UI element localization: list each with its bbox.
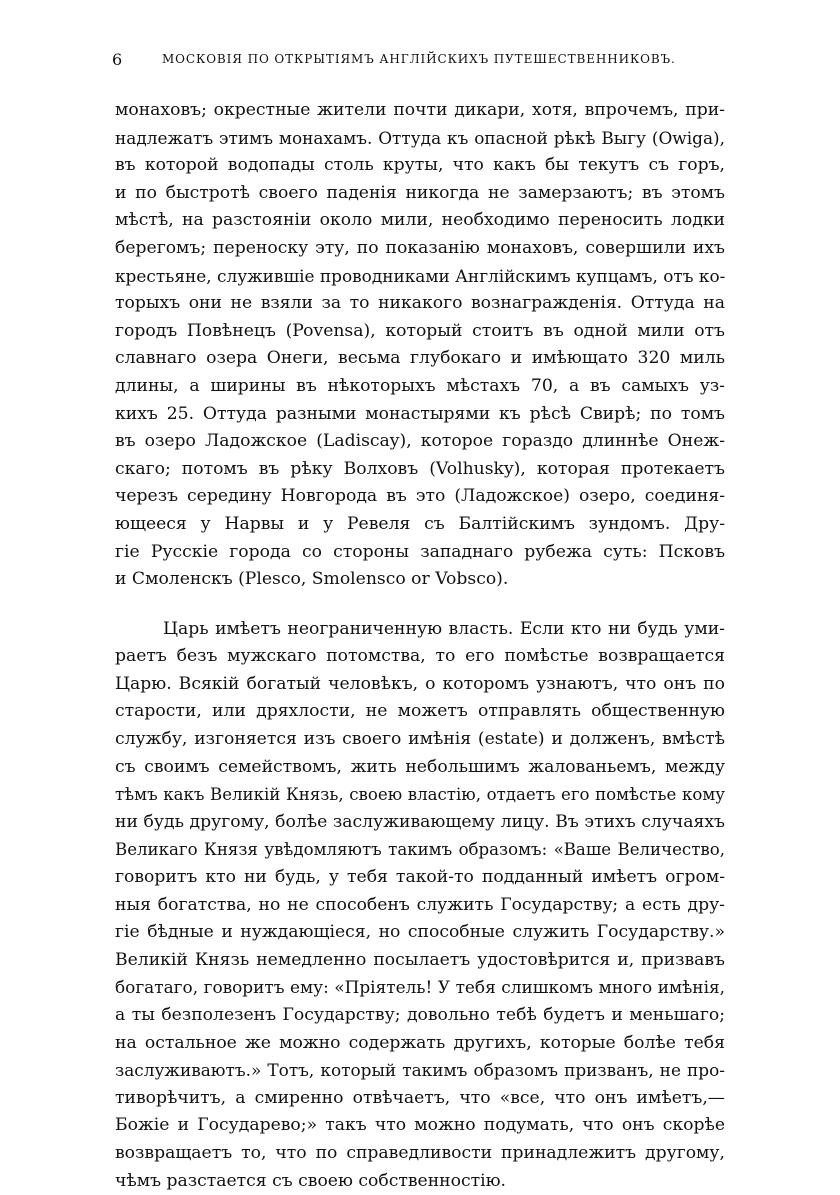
text-line: крестьяне, служившіе проводниками Англійскимъ купцамъ, отъ ко- xyxy=(115,265,726,286)
text-line: Божіе и Государево;» такъ что можно подумать, что онъ скорѣе xyxy=(115,1115,725,1136)
text-line: длины, а ширины въ нѣкоторыхъ мѣстахъ 70, а въ самыхъ уз- xyxy=(115,375,725,396)
text-line: монаховъ; окрестные жители почти дикари, хотя, впрочемъ, при- xyxy=(115,100,725,120)
text-line: съ своимъ семействомъ, жить небольшимъ жалованьемъ, между xyxy=(115,756,725,777)
page-number: 6 xyxy=(112,50,123,69)
text-line: кихъ 25. Оттуда разными монастырями къ рѣсѣ Свирѣ; по томъ xyxy=(115,403,725,424)
text-line: Великаго Князя увѣдомляютъ такимъ образомъ: «Ваше Величество, xyxy=(115,840,725,860)
text-line: мѣстѣ, на разстояніи около мили, необходимо переносить лодки xyxy=(115,210,725,231)
text-line: раетъ безъ мужскаго потомства, то его помѣстье возвращается xyxy=(115,646,725,667)
text-line: богатаго, говоритъ ему: «Пріятель! У тебя слишкомъ много имѣнія, xyxy=(115,977,725,998)
text-line: скаго; потомъ въ рѣку Волховъ (Volhusky), которая протекаетъ xyxy=(115,458,725,479)
text-line: ныя богатства, но не способенъ служить Государству; а есть дру- xyxy=(115,894,725,915)
text-line: чѣмъ разстается съ своею собственностію. xyxy=(115,1170,507,1191)
text-line: заслуживаютъ.» Тотъ, который такимъ образомъ призванъ, не про- xyxy=(115,1060,725,1081)
text-line: гіе бѣдные и нуждающіеся, но способные служить Государству.» xyxy=(115,922,725,943)
text-line: берегомъ; переноску эту, по показанію монаховъ, совершили ихъ xyxy=(115,237,725,258)
paragraph xyxy=(115,97,725,594)
text-line: тиворѣчитъ, а смиренно отвѣчаетъ, что «все, что онъ имѣетъ,— xyxy=(115,1087,725,1108)
text-line: въ озеро Ладожское (Ladiscay), которое гораздо длиннѣе Онеж- xyxy=(115,431,725,452)
text-line: Царь имѣетъ неограниченную власть. Если кто ни будь уми- xyxy=(163,618,725,639)
text-line: а ты безполезенъ Государству; довольно тебѣ будетъ и меньшаго; xyxy=(115,1005,725,1025)
text-line: говоритъ кто ни будь, у тебя такой-то подданный имѣетъ огром- xyxy=(115,867,725,888)
text-line: возвращаетъ то, что по справедливости принадлежитъ другому, xyxy=(115,1142,725,1163)
paragraph xyxy=(115,616,725,1195)
text-line: службу, изгоняется изъ своего имѣнія (estate) и долженъ, вмѣстѣ xyxy=(115,729,725,750)
running-head xyxy=(112,50,682,72)
text-line: ющееся у Нарвы и у Ревеля съ Балтійскимъ зундомъ. Дру- xyxy=(115,513,725,534)
text-line: городъ Повѣнецъ (Povensa), который стоитъ въ одной мили отъ xyxy=(115,320,725,341)
text-line: гіе Русскіе города со стороны западнаго рубежа суть: Псковъ xyxy=(115,541,725,562)
text-line: въ которой водопады столь круты, что какъ бы текутъ съ горъ, xyxy=(115,155,725,176)
text-line: старости, или дряхлости, не можетъ отправлять общественную xyxy=(115,701,725,722)
text-line: и Смоленскъ (Plesco, Smolensco or Vobsco). xyxy=(115,569,509,590)
text-line: Царю. Всякій богатый человѣкъ, о которомъ узнаютъ, что онъ по xyxy=(115,673,725,694)
body-text xyxy=(115,97,725,1195)
text-line: и по быстротѣ своего паденія никогда не замерзаютъ; въ этомъ xyxy=(115,182,725,203)
text-line: тѣмъ какъ Великій Князь, своею властію, отдаетъ его помѣстье кому xyxy=(115,785,725,805)
text-line: торыхъ они не взяли за то никакого вознагражденія. Оттуда на xyxy=(115,293,725,314)
text-line: на остальное же можно содержать другихъ, которые болѣе тебя xyxy=(115,1032,725,1053)
text-line: славнаго озера Онеги, весьма глубокаго и имѣющато 320 миль xyxy=(115,348,725,369)
text-line: ни будь другому, болѣе заслуживающему лицу. Въ этихъ случаяхъ xyxy=(115,811,725,832)
text-line: черезъ середину Новгорода въ это (Ладожское) озеро, соединя- xyxy=(115,486,725,507)
text-line: надлежатъ этимъ монахамъ. Оттуда къ опасной рѣкѣ Выгу (Owiga), xyxy=(115,127,725,148)
text-line: Великій Князь немедленно посылаетъ удостовѣрится и, призвавъ xyxy=(115,949,725,970)
running-head-title: МОСКОВІЯ ПО ОТКРЫТІЯМЪ АНГЛІЙСКИХЪ ПУТЕШЕСТВЕННИКОВЪ. xyxy=(162,52,676,66)
